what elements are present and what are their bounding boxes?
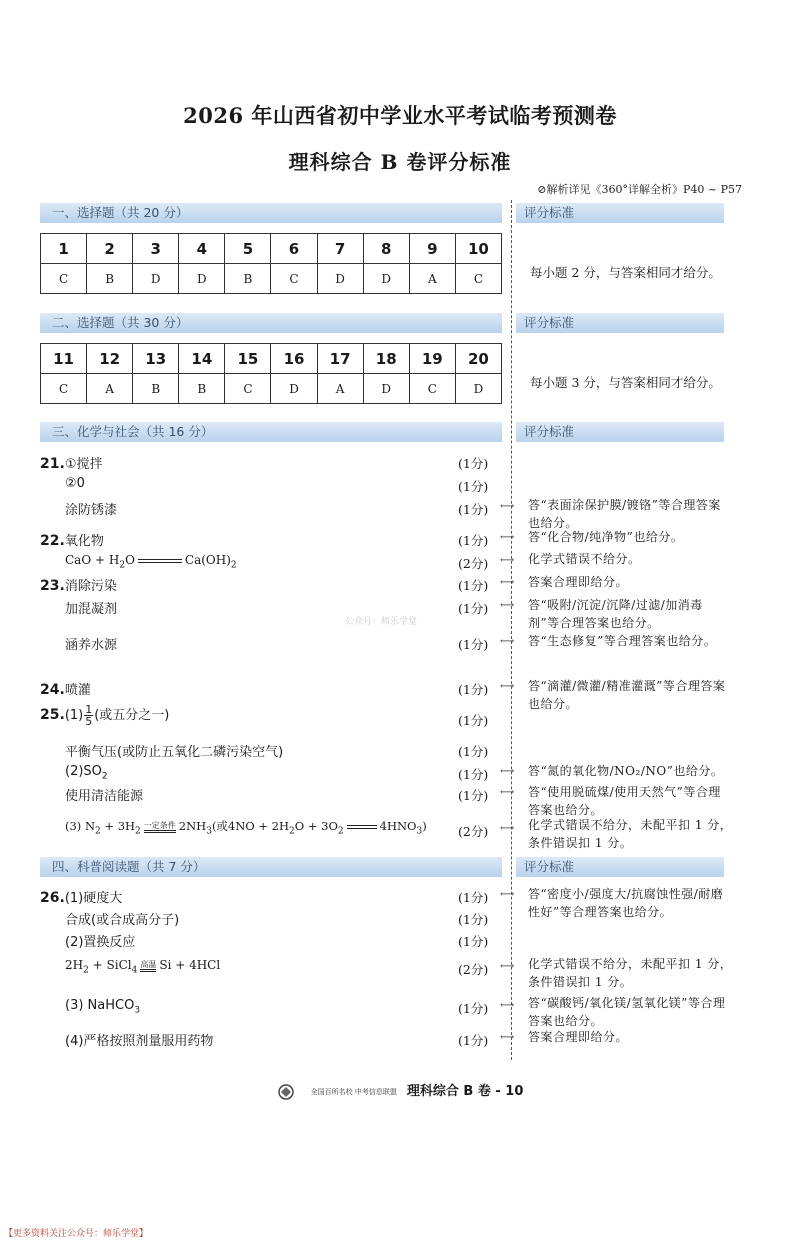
q-answer: D <box>317 264 363 294</box>
q26-score-6: (1分) <box>458 1033 489 1048</box>
q-number: 9 <box>409 234 455 264</box>
q-answer: C <box>455 264 501 294</box>
q23-score-2: (1分) <box>458 601 489 616</box>
answer-text: (3) NaHCO <box>65 998 135 1013</box>
q-number: 20 <box>455 344 501 374</box>
q22-score-2: (2分) <box>458 556 489 571</box>
denominator: 5 <box>85 715 93 728</box>
q23-score-3: (1分) <box>458 637 489 652</box>
q-answer: C <box>41 264 87 294</box>
column-divider <box>511 200 512 1060</box>
q-number: 14 <box>179 344 225 374</box>
q-number: 10 <box>455 234 501 264</box>
eq-part: (或4NO + 2H <box>211 819 290 833</box>
section3-header: 三、化学与社会（共 16 分） <box>40 422 502 442</box>
q23-answer-1 <box>40 575 117 594</box>
part-label: (1) <box>64 708 84 723</box>
q25-comment-4: 答“使用脱硫煤/使用天然气”等合理答案也给分。 <box>528 785 721 817</box>
q22-comment-2: 化学式错误不给分。 <box>528 552 641 566</box>
eq-left: CaO + H <box>65 553 120 567</box>
q26-comment-1: 答“密度小/强度大/抗腐蚀性强/耐磨性好”等合理答案也给分。 <box>528 887 724 919</box>
q-number: 17 <box>317 344 363 374</box>
q21-answer-2: ②0 <box>65 476 85 491</box>
q25-score-1: (1分) <box>458 713 489 728</box>
q-number: 11 <box>41 344 87 374</box>
eq-right: Ca(OH) <box>184 553 231 567</box>
q21-answer-3: 涂防锈漆 <box>65 503 118 518</box>
q21-answer-1 <box>40 453 102 472</box>
q26-score-4: (2分) <box>458 962 489 977</box>
page-footer <box>0 1080 800 1101</box>
condition-text: 高温 <box>140 959 157 969</box>
q23-answer-3: 涵养水源 <box>65 638 118 653</box>
arrow-icon: ⟷ <box>500 600 515 611</box>
answer-text: (1)硬度大 <box>64 891 123 906</box>
eq-part: O + 3O <box>294 819 338 833</box>
eq-mid: O <box>125 553 135 567</box>
answer-text: ①搅拌 <box>64 457 103 472</box>
q-answer: B <box>87 264 133 294</box>
eq-part: 2H <box>65 958 84 972</box>
arrow-icon: ⟷ <box>500 823 515 834</box>
eq-part: 4HNO <box>379 819 417 833</box>
question-number: 24. <box>40 682 65 698</box>
arrow-icon: ⟷ <box>500 555 515 566</box>
reaction-condition <box>144 821 176 833</box>
q23-score-1: (1分) <box>458 578 489 593</box>
q23-answer-2: 加混凝剂 <box>65 602 118 617</box>
reaction-condition <box>140 960 156 972</box>
equals-sign <box>144 830 176 833</box>
q-number: 4 <box>179 234 225 264</box>
q26-answer-1 <box>40 887 122 906</box>
q-answer: A <box>87 374 133 404</box>
q25-score-2: (1分) <box>458 744 489 759</box>
q-number: 1 <box>41 234 87 264</box>
q-number: 5 <box>225 234 271 264</box>
q25-answer-3: $(2)SO_2$ <box>65 764 108 782</box>
promo-text: 【更多资料关注公众号：师乐学堂】 <box>4 1229 149 1239</box>
equals-sign <box>138 559 182 563</box>
q-number: 16 <box>271 344 317 374</box>
q-answer: A <box>409 264 455 294</box>
q-answer: B <box>225 264 271 294</box>
section4-header: 四、科普阅读题（共 7 分） <box>40 857 502 877</box>
q-number: 19 <box>409 344 455 374</box>
q25-comment-5: 化学式错误不给分，未配平扣 1 分，条件错误扣 1 分。 <box>528 818 733 850</box>
arrow-icon: ⟷ <box>500 681 515 692</box>
arrow-icon: ⟷ <box>500 532 515 543</box>
q26-answer-3: (2)置换反应 <box>65 935 136 950</box>
section2-answer-table <box>40 343 502 404</box>
q26-comment-6: 答案合理即给分。 <box>528 1030 629 1044</box>
watermark: 公众号：师乐学堂 <box>345 617 418 627</box>
publisher-logo-text: 全国百所名校 中考信息联盟 <box>310 1087 397 1096</box>
eq-part: + SiCl <box>88 958 132 972</box>
section2-note: 每小题 3 分，与答案相同才给分。 <box>530 375 721 390</box>
q-answer: D <box>363 264 409 294</box>
q26-answer-2: 合成(或合成高分子) <box>65 913 180 928</box>
exam-subtitle: 理科综合 B 卷评分标准 <box>288 150 512 174</box>
q-answer: D <box>179 264 225 294</box>
q22-score-1: (1分) <box>458 533 489 548</box>
fraction <box>84 704 93 727</box>
q25-equation: (3) $N_2 + 3H_2$ 一定条件 $2NH_3$(或$4NO + 2H_2O + 3O_2$ $4HNO_3$) <box>65 819 427 837</box>
link-icon: ⊘ <box>537 183 547 196</box>
q25-comment-3: 答“氮的氧化物/NO₂/NO”也给分。 <box>528 764 724 778</box>
condition-text: 一定条件 <box>143 821 176 830</box>
q24-score-1: (1分) <box>458 682 489 697</box>
arrow-icon: ⟷ <box>500 1000 515 1011</box>
q26-score-5: (1分) <box>458 1001 489 1016</box>
q26-comment-5: 答“碳酸钙/氧化镁/氢氧化镁”等合理答案也给分。 <box>528 996 726 1028</box>
question-number: 26. <box>40 890 65 906</box>
q-number: 18 <box>363 344 409 374</box>
arrow-icon: ⟷ <box>500 961 515 972</box>
q-answer: C <box>225 374 271 404</box>
q-answer: D <box>271 374 317 404</box>
arrow-icon: ⟷ <box>500 577 515 588</box>
q-answer: C <box>41 374 87 404</box>
arrow-icon: ⟷ <box>500 787 515 798</box>
reference-note: ⊘解析详见《360°详解全析》P40 ~ P57 <box>537 183 742 196</box>
q22-answer-1 <box>40 530 104 549</box>
table-row <box>41 264 502 294</box>
q-number: 2 <box>87 234 133 264</box>
answer-text: 消除污染 <box>64 579 117 594</box>
arrow-icon: ⟷ <box>500 501 515 512</box>
q-answer: D <box>455 374 501 404</box>
q-number: 8 <box>363 234 409 264</box>
q22-equation: CaO + $H_2O$ $Ca(OH)_2$ <box>65 553 237 571</box>
q26-score-2: (1分) <box>458 912 489 927</box>
section1-note: 每小题 2 分，与答案相同才给分。 <box>530 265 721 280</box>
q21-comment-3: 答“表面涂保护膜/镀铬”等合理答案也给分。 <box>528 498 721 530</box>
q-number: 3 <box>133 234 179 264</box>
question-number: 21. <box>40 456 65 472</box>
table-row <box>41 234 502 264</box>
answer-text: (2)SO <box>65 764 102 779</box>
q-answer: A <box>317 374 363 404</box>
q25-score-3: (1分) <box>458 767 489 782</box>
question-number: 23. <box>40 578 65 594</box>
arrow-icon: ⟷ <box>500 766 515 777</box>
q23-comment-3: 答“生态修复”等合理答案也给分。 <box>528 634 717 648</box>
q26-equation: $2H_2$ + SiCl$_4$ 高温 Si + 4HCl <box>65 958 221 976</box>
eq-part: Si + 4HCl <box>159 958 221 972</box>
q25-answer-2: 平衡气压(或防止五氧化二磷污染空气) <box>65 745 284 760</box>
q26-comment-4: 化学式错误不给分，未配平扣 1 分，条件错误扣 1 分。 <box>528 957 733 989</box>
q-number: 7 <box>317 234 363 264</box>
exam-title: 2026 年山西省初中学业水平考试临考预测卷 <box>183 103 617 128</box>
q25-answer-1 <box>40 704 169 727</box>
answer-text: (或五分之一) <box>94 708 170 723</box>
question-number: 22. <box>40 533 65 549</box>
q21-score-1: (1分) <box>458 456 489 471</box>
publisher-logo-icon <box>277 1083 307 1101</box>
question-number: 25. <box>40 707 65 723</box>
q26-score-1: (1分) <box>458 890 489 905</box>
q-answer: C <box>271 264 317 294</box>
answer-text: 氧化物 <box>64 534 104 549</box>
section2-std-header: 评分标准 <box>516 313 724 333</box>
q-number: 6 <box>271 234 317 264</box>
section1-header: 一、选择题（共 20 分） <box>40 203 502 223</box>
eq-part: 2NH <box>178 819 207 833</box>
section1-std-header: 评分标准 <box>516 203 724 223</box>
arrow-icon: ⟷ <box>500 636 515 647</box>
q-number: 15 <box>225 344 271 374</box>
q-answer: B <box>133 374 179 404</box>
q26-score-3: (1分) <box>458 934 489 949</box>
equals-sign <box>140 969 156 972</box>
q23-comment-2: 答“吸附/沉淀/沉降/过滤/加消毒剂”等合理答案也给分。 <box>528 598 703 630</box>
q24-answer-1 <box>40 679 91 698</box>
table-row <box>41 374 502 404</box>
q-answer: B <box>179 374 225 404</box>
eq-part: (3) N <box>65 819 96 833</box>
q-answer: D <box>363 374 409 404</box>
q-answer: C <box>409 374 455 404</box>
q21-score-3: (1分) <box>458 502 489 517</box>
q26-answer-5: (3) NaHCO$_3$ <box>65 998 141 1016</box>
arrow-icon: ⟷ <box>500 1032 515 1043</box>
eq-part: + 3H <box>100 819 136 833</box>
answer-text: 喷灌 <box>64 683 91 698</box>
section4-std-header: 评分标准 <box>516 857 724 877</box>
q21-score-2: (1分) <box>458 479 489 494</box>
table-row <box>41 344 502 374</box>
q22-comment-1: 答“化合物/纯净物”也给分。 <box>528 530 684 544</box>
q24-comment-1: 答“滴灌/微灌/精准灌溉”等合理答案也给分。 <box>528 679 726 711</box>
section3-std-header: 评分标准 <box>516 422 724 442</box>
q-number: 12 <box>87 344 133 374</box>
q25-score-4: (1分) <box>458 788 489 803</box>
q26-answer-6: (4)严格按照剂量服用药物 <box>65 1034 214 1049</box>
equals-sign <box>347 825 377 829</box>
section2-header: 二、选择题（共 30 分） <box>40 313 502 333</box>
q-number: 13 <box>133 344 179 374</box>
q23-comment-1: 答案合理即给分。 <box>528 575 629 589</box>
page-number: 理科综合 B 卷 - 10 <box>406 1084 524 1099</box>
arrow-icon: ⟷ <box>500 889 515 900</box>
q25-score-5: (2分) <box>458 824 489 839</box>
section1-answer-table <box>40 233 502 294</box>
q25-answer-4: 使用清洁能源 <box>65 789 144 804</box>
q-answer: D <box>133 264 179 294</box>
numerator: 1 <box>85 703 93 716</box>
